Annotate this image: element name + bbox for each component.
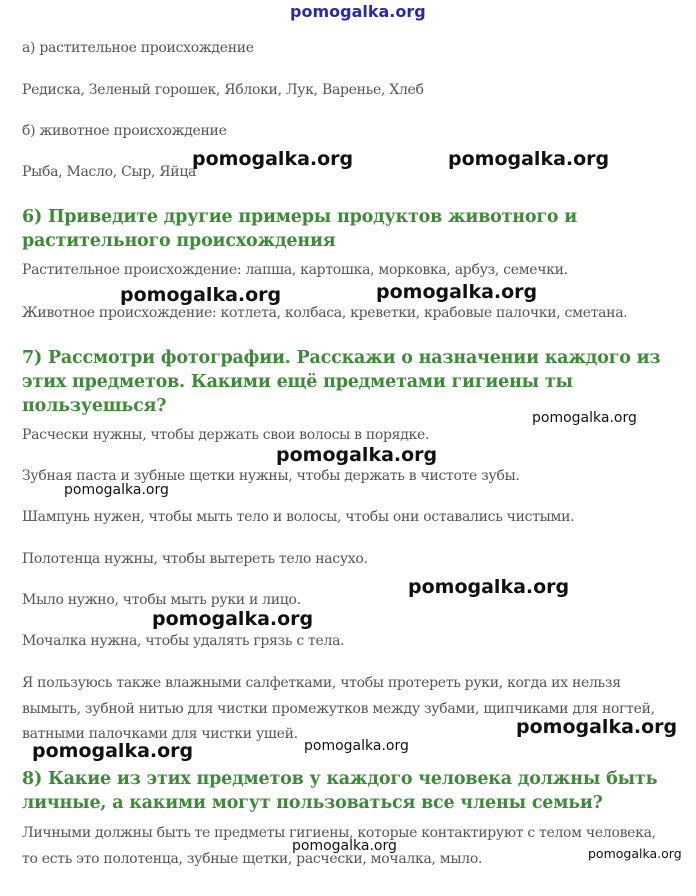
shampoo-answer: Шампунь нужен, чтобы мыть тело и волосы, чтобы они оставались чистыми. <box>22 509 575 525</box>
watermark: pomogalka.org <box>408 576 570 598</box>
combs-answer: Расчески нужны, чтобы держать свои волосы в порядке. <box>22 427 430 443</box>
watermark: pomogalka.org <box>532 410 637 426</box>
soap-answer: Мыло нужно, чтобы мыть руки и лицо. <box>22 592 301 608</box>
watermark: pomogalka.org <box>276 444 438 466</box>
question-7-heading <box>22 346 660 418</box>
plant-examples: Растительное происхождение: лапша, картошка, морковка, арбуз, семечки. <box>22 262 568 278</box>
question-7-heading-line2: этих предметов. Какими ещё предметами гигиены ты <box>22 372 573 392</box>
watermark: pomogalka.org <box>304 738 409 754</box>
question-6-heading <box>22 205 577 253</box>
watermark: pomogalka.org <box>292 838 397 854</box>
watermark: pomogalka.org <box>192 148 354 170</box>
animal-examples: Животное происхождение: котлета, колбаса, креветки, крабовые палочки, сметана. <box>22 305 628 321</box>
question-7-heading-line3: пользуешься? <box>22 396 167 416</box>
plant-origin-label: а) растительное происхождение <box>22 40 254 56</box>
top-watermark: pomogalka.org <box>290 2 426 21</box>
watermark: pomogalka.org <box>64 482 169 498</box>
personal-items-line1: Личными должны быть те предметы гигиены, которые контактируют с телом человека, <box>22 825 656 841</box>
watermark: pomogalka.org <box>152 608 314 630</box>
watermark: pomogalka.org <box>120 284 282 306</box>
question-8-heading-line2: личные, а какими могут пользоваться все члены семьи? <box>22 793 603 813</box>
animal-origin-items: Рыба, Масло, Сыр, Яйца <box>22 164 197 180</box>
watermark: pomogalka.org <box>32 740 194 762</box>
question-6-heading-line2: растительного происхождения <box>22 231 336 251</box>
question-8-heading-line1: 8) Какие из этих предметов у каждого человека должны быть <box>22 769 658 789</box>
question-7-heading-line1: 7) Рассмотри фотографии. Расскажи о назначении каждого из <box>22 348 661 368</box>
plant-origin-items: Редиска, Зеленый горошек, Яблоки, Лук, Варенье, Хлеб <box>22 82 424 98</box>
other-items-line3: ватными палочками для чистки ушей. <box>22 726 298 742</box>
question-8-heading <box>22 767 657 815</box>
toothpaste-answer: Зубная паста и зубные щетки нужны, чтобы держать в чистоте зубы. <box>22 468 520 484</box>
question-6-heading-line1: 6) Приведите другие примеры продуктов животного и <box>22 207 578 227</box>
watermark: pomogalka.org <box>448 148 610 170</box>
watermark: pomogalka.org <box>516 716 678 738</box>
other-items-line1: Я пользуюсь также влажными салфетками, чтобы протереть руки, когда их нельзя <box>22 675 621 691</box>
sponge-answer: Мочалка нужна, чтобы удалять грязь с тела. <box>22 633 345 649</box>
towels-answer: Полотенца нужны, чтобы вытереть тело насухо. <box>22 551 368 567</box>
animal-origin-label: б) животное происхождение <box>22 123 227 139</box>
personal-items-line2: то есть это полотенца, зубные щетки, расчески, мочалка, мыло. <box>22 851 483 867</box>
other-items-line2: вымыть, зубной нитью для чистки промежутков между зубами, щипчиками для ногтей, <box>22 701 655 717</box>
watermark: pomogalka.org <box>588 846 682 861</box>
watermark: pomogalka.org <box>376 281 538 303</box>
